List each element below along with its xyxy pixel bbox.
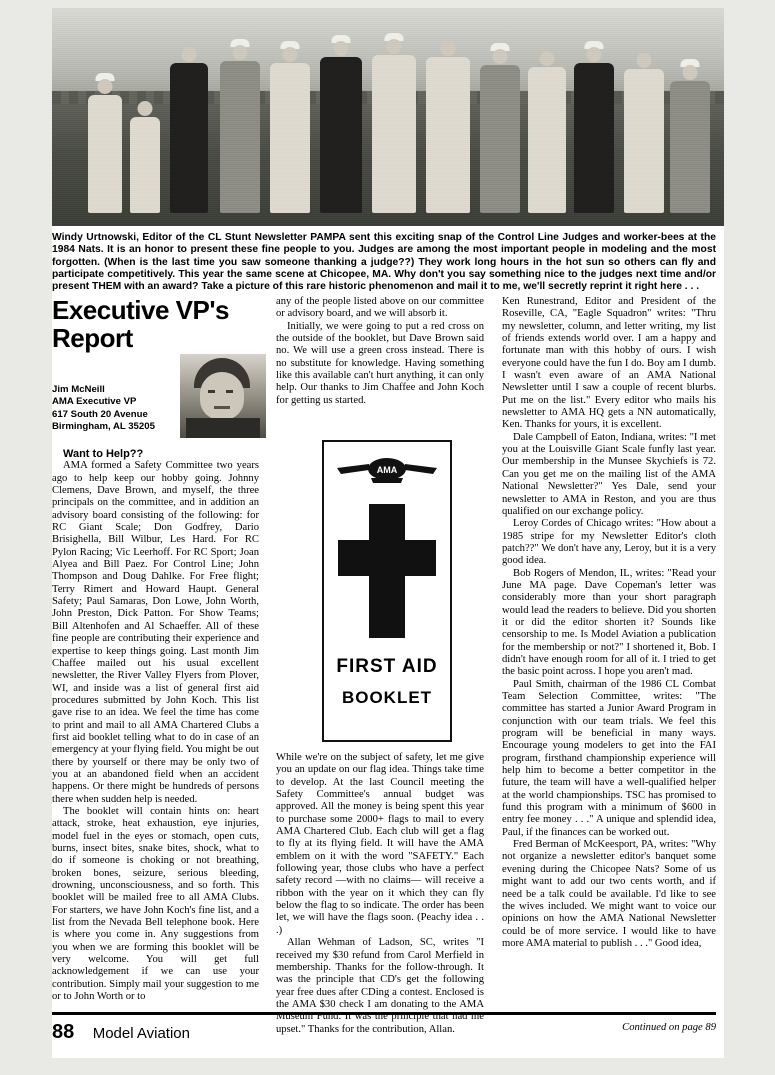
paragraph: Fred Berman of McKeesport, PA, writes: "Why not organize a newsletter editor's banquet some evening during the Chicopee Nats? Some of us might want to add our two cents worth, and if need be a talk could be available. I'd like to see the wives included. We might want to voice our opinions on how the AMA National Newsletter could be of more service. I would like to have more AMA material to publish . . ." Good idea, — [502, 839, 716, 949]
svg-text:AMA: AMA — [376, 465, 398, 475]
paragraph: Leroy Cordes of Chicago writes: "How about a 1985 stripe for my Newsletter Editor's cloth patch??" We don't have any, Leroy, but it is a very good idea. — [502, 518, 716, 567]
column-one — [52, 448, 259, 1003]
author-address-2: Birmingham, AL 35205 — [52, 421, 155, 433]
paragraph: Bob Rogers of Mendon, IL, writes: "Read your June MA page. Dave Copeman's letter was considerably more than your short paragraph would lead the readers to believe. Did you shorten it or did the editor shorten it? Sounds like censorship to me. Is Model Aviation a publication for the membership or not?" I shortened it, Bob. I didn't have enough room for all of it. I tried to get the basic point across. I hope you aren't mad. — [502, 567, 716, 678]
author-role: AMA Executive VP — [52, 396, 137, 408]
paragraph: While we're on the subject of safety, let me give you an update on our flag idea. Things take time to develop. At the last Council meeting the Safety Committee's annual budget was approved. All the money is being spent this year to purchase some 2000+ flags to mail to every AMA Chartered Club. Each club will get a flag to fly at its flying field. It will have the AMA emblem on it with the word "SAFETY." Each following year, those clubs who have a perfect safety record —with no claims— will receive a ribbon with the year on it which they can fly below the flag to so indicate. The order has been let, we will have the flags soon. (Peachy idea . . .) — [276, 752, 484, 936]
booklet-line-1: FIRST AID — [336, 656, 438, 677]
booklet-line-2: BOOKLET — [341, 688, 433, 707]
page-title: Executive VP's Report — [52, 295, 229, 353]
paragraph: Allan Wehman of Ladson, SC, writes "I received my $30 refund from Carol Merfield in membership. Thanks for the follow-through. It was the principle that CD's get the following year free dues after CDing a contest. Enclosed is the AMA $30 check I am donating to the AMA Museum Fund. It was the principle that had me upset." Thanks for the contribution, Allan. — [276, 937, 484, 1035]
section-subhead: Want to Help?? — [63, 448, 144, 460]
author-name: Jim McNeill — [52, 384, 105, 395]
magazine-page — [52, 8, 724, 1058]
publication-name: Model Aviation — [92, 1025, 190, 1042]
column-two-bottom — [276, 752, 484, 1036]
ama-winged-logo-icon — [335, 456, 439, 486]
first-aid-booklet-image — [322, 440, 452, 742]
photo-grain — [52, 8, 724, 226]
author-byline — [52, 384, 172, 434]
paragraph: Dale Campbell of Eaton, Indiana, writes: "I met you at the Louisville Giant Scale funfly last year. Our membership in the Munsee Skychiefs is 72. Can you get me on the mailing list of the AMA National Newsletter?" Yes Dale, send your newsletter to AMA in Reston, and you are thus qualified on our exchange policy. — [502, 431, 716, 517]
photo-caption: Windy Urtnowski, Editor of the CL Stunt Newsletter PAMPA sent this exciting snap of the Control Line Judges and worker-bees at the 1984 Nats. It is an honor to present these fine people to you. Judges are among the most important people in modeling and the most forgotten. (When is the last time you saw someone thanking a judge??) They work long hours in the hot sun so others can fly and participate competitively. This year the same scene at Chicopee, MA. Why don't you say something nice to the judges next time and/or present THEM with an award? Take a picture of this rare historic phenomenon and mail it to me, we'll secretly reprint it right here . . . — [52, 232, 716, 293]
page-number: 88 — [52, 1021, 75, 1043]
judges-photo — [52, 8, 724, 226]
column-three — [502, 296, 716, 950]
paragraph: AMA formed a Safety Committee two years ago to help keep our hobby going. Johnny Clemens, Dave Brown, and myself, the three principals on the committee, and in addition an advisory board consisting of the following: for RC Giant Scale; Don Godfrey, Dario Brisighella, Bill Wilbur, Les Hard. For RC Pylon Racing; Vic Leerhoff. For RC Sport; Joan Alyea and Bill Paez. For Control Line; John Thompson and Doug Dahlke. For Free flight; Terry Rimert and Howard Haupt. General Safety; Paul Samaras, Don Lowe, John Worth, John Preston, Dick Patton. For Show Teams; Bill Altenhofen and Al Schaeffer. All of these fine people are contributing their experience and expertise to keep things going. Last month Jim Chaffee mailed out his usual excellent newsletter, the River Valley Flyers from Plover, WI, and inside was a list of general first aid procedures submitted by John Koch. This list gave rise to an idea. We feel the time has come to print and mail to all AMA Chartered Clubs a first aid booklet telling what to do in case of an emergency at your flying field. You might be out there by yourself or there may be only two of you at an abandoned field when an accident happens. Or there might be hundreds of persons there when sudden help is needed. — [52, 460, 259, 805]
column-two-top — [276, 296, 484, 407]
paragraph: Ken Runestrand, Editor and President of the Roseville, CA, "Eagle Squadron" writes: "Thru my newsletter, column, and letter writing, my list of friends extends world over. I am a happy and fortunate man with this hobby of ours. I wish everyone could have the fun I do. Boy am I dumb. I wasn't even aware of an AMA National Newsletter until I saw a couple of recent blurbs. Put me on the list." Every editor who mails his newsletter to AMA HQ gets a NN automatically, Ken. Thanks for yours, it is excellent. — [502, 296, 716, 431]
continued-note: Continued on page 89 — [622, 1022, 716, 1033]
author-address-1: 617 South 20 Avenue — [52, 408, 148, 420]
paragraph: Paul Smith, chairman of the 1986 CL Combat Team Selection Committee, writes: "The committee has started a Junior Award Program in conjunction with our team trials. We feel this program will be beneficial in many ways. Encourage young modelers to get into the FAI program, firsthand championship experience will help him to become a better competitor in the future, the team will have a well-qualified helper at the world championships. TSC has promised to fund this program with a minimum of $600 in entry fee money . . ." A unique and splendid idea, Paul, if the finances can be worked out. — [502, 678, 716, 838]
author-photo — [180, 354, 266, 438]
paragraph: Initially, we were going to put a red cross on the outside of the booklet, but Dave Brown said no. We will use a green cross instead. There is no substitute for knowledge. Having something like this available can't hurt anything, it can only help. Our thanks to Jim Chaffee and John Koch for getting us started. — [276, 320, 484, 406]
green-cross-horizontal — [338, 540, 436, 576]
paragraph: any of the people listed above on our committee or advisory board, and we will absorb it. — [276, 296, 484, 320]
paragraph: The booklet will contain hints on: heart attack, stroke, heat exhaustion, eye injuries, model fuel in the eyes or stomach, open cuts, burns, insect bites, snake bites, shock, what to do if someone is choking or not breathing, broken bones, seizure, serious bleeding, drowning, unconsciousness, and so forth. This booklet will be mailed free to all AMA Clubs. For starters, we have John Koch's fine list, and a list from the Nevada Bell telephone book. Here is where you come in. Any suggestions from you when we are forming this booklet will be very welcome. You will get full acknowledgement if we can use your contribution. Simply mail your suggestion to me or to John Worth or to — [52, 805, 259, 1003]
